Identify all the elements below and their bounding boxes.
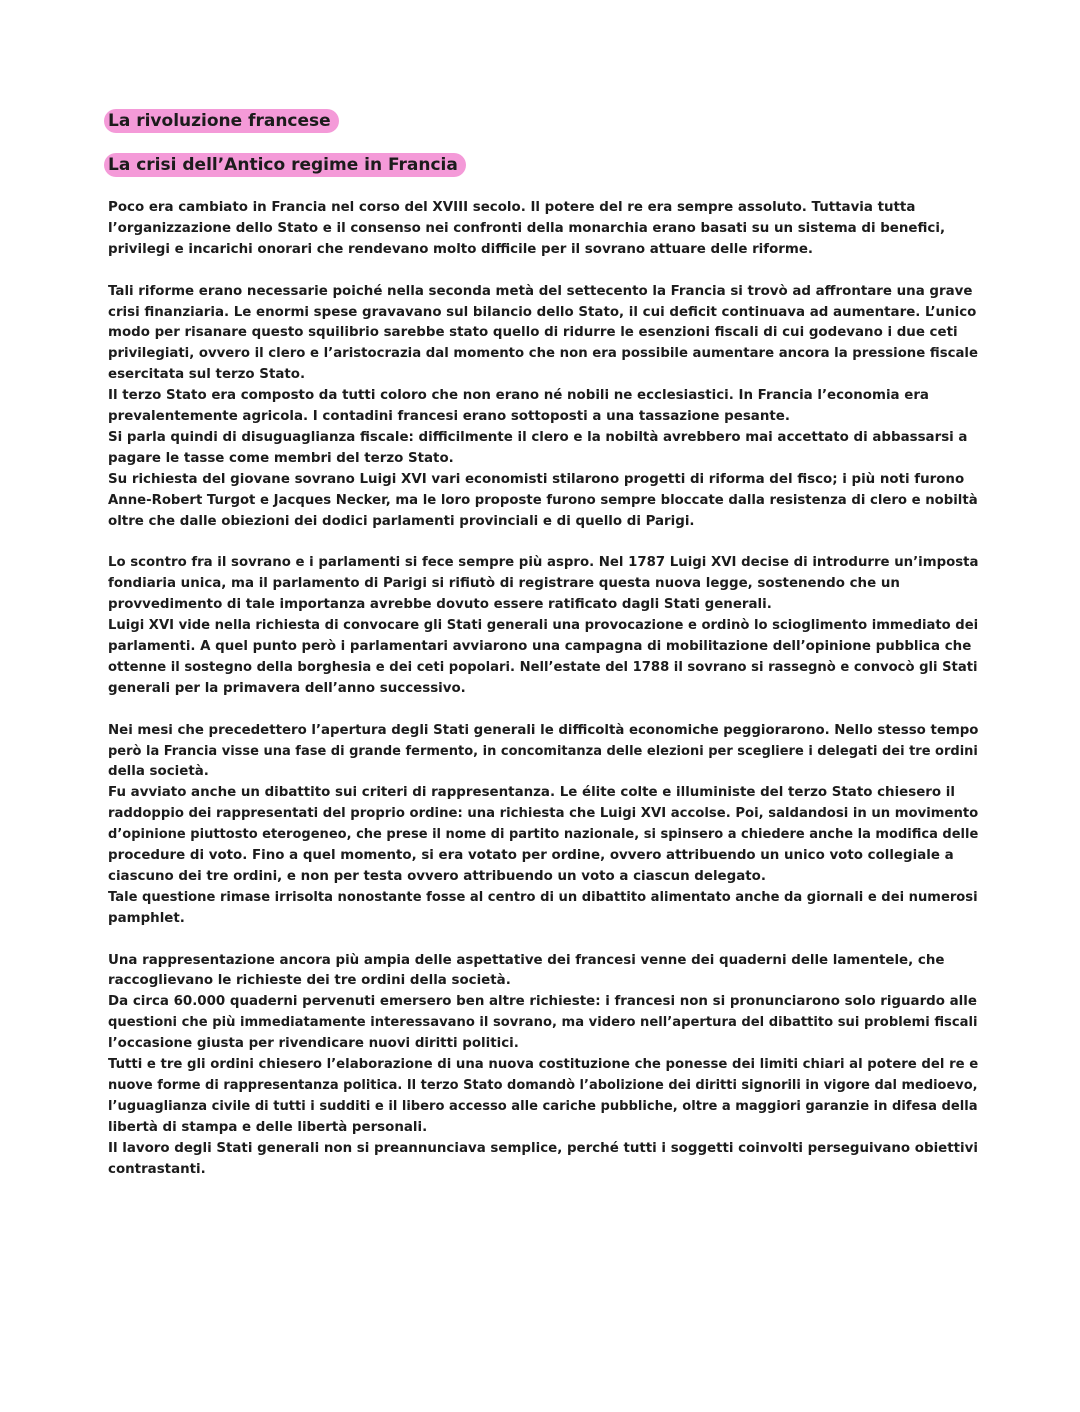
paragraph: [108, 553, 978, 699]
text-line: questioni che più immediatamente interessavano il sovrano, ma videro nell’apertura del dibattito sui problemi fiscali: [108, 1015, 978, 1031]
text-line: raddoppio dei rappresentati del proprio ordine: una richiesta che Luigi XVI accolse. Poi, saldandosi in un movimento: [108, 806, 979, 822]
text-line: Poco era cambiato in Francia nel corso del XVIII secolo. Il potere del re era sempre assoluto. Tuttavia tutta: [108, 200, 916, 215]
section-title: La crisi dell’Antico regime in Francia: [104, 153, 466, 177]
text-line: generali per la primavera dell’anno successivo.: [108, 680, 466, 696]
text-line: raccoglievano le richieste dei tre ordini della società.: [108, 973, 511, 989]
text-line: provvedimento di tale importanza avrebbe dovuto essere ratificato dagli Stati generali.: [108, 597, 772, 613]
text-line: esercitata sul terzo Stato.: [108, 367, 306, 383]
text-line: ottenne il sostegno della borghesia e dei ceti popolari. Nell’estate del 1788 il sovrano si rassegnò e convocò gli Stati: [108, 659, 978, 675]
text-line: Si parla quindi di disuguaglianza fiscale: difficilmente il clero e la nobiltà avrebbero mai accettato di abbassarsi a: [108, 429, 968, 445]
text-line: parlamenti. A quel punto però i parlamentari avviarono una campagna di mobilitazione dell’opinione pubblica che: [108, 639, 972, 654]
text-line: prevalentemente agricola. I contadini francesi erano sottoposti a una tassazione pesante.: [108, 409, 790, 425]
text-line: Il terzo Stato era composto da tutti coloro che non erano né nobili ne ecclesiastici. In Francia l’economia era: [108, 388, 929, 404]
text-line: Anne-Robert Turgot e Jacques Necker, ma le loro proposte furono sempre bloccate dalla resistenza di clero e nobiltà: [108, 492, 978, 508]
text-line: Luigi XVI vide nella richiesta di convocare gli Stati generali una provocazione e ordinò lo scioglimento immediato dei: [108, 618, 979, 634]
text-line: contrastanti.: [108, 1161, 206, 1177]
text-line: nuove forme di rappresentanza politica. Il terzo Stato domandò l’abolizione dei diritti signorili in vigore dal medioevo,: [108, 1078, 978, 1093]
text-line: Fu avviato anche un dibattito sui criteri di rappresentanza. Le élite colte e illuministe del terzo Stato chiesero il: [108, 785, 955, 801]
paragraph: [108, 198, 978, 261]
text-line: libertà di stampa e delle libertà personali.: [108, 1119, 428, 1135]
text-line: modo per risanare questo squilibrio sarebbe stato quello di ridurre le esenzioni fiscali di cui godevano i due ceti: [108, 325, 958, 341]
text-line: privilegiati, ovvero il clero e l’aristocrazia dal momento che non era possibile aumentare ancora la pressione fiscale: [108, 346, 978, 362]
text-line: Su richiesta del giovane sovrano Luigi XVI vari economisti stilarono progetti di riforma del fisco; i più noti furono: [108, 471, 965, 487]
text-line: privilegi e incarichi onorari che rendevano molto difficile per il sovrano attuare delle riforme.: [108, 241, 814, 257]
text-line: Tutti e tre gli ordini chiesero l’elaborazione di una nuova costituzione che ponesse dei limiti chiari al potere del re e: [108, 1057, 979, 1073]
text-line: oltre che dalle obiezioni dei dodici parlamenti provinciali e di quello di Parigi.: [108, 513, 695, 529]
text-line: Una rappresentazione ancora più ampia delle aspettative dei francesi venne dei quaderni delle lamentele, che: [108, 952, 945, 968]
text-line: Il lavoro degli Stati generali non si preannunciava semplice, perché tutti i soggetti coinvolti perseguivano obiettivi: [108, 1140, 978, 1156]
text-line: Nei mesi che precedettero l’apertura degli Stati generali le difficoltà economiche peggiorarono. Nello stesso tempo: [108, 722, 979, 738]
page-title: La rivoluzione francese: [104, 109, 339, 133]
paragraph: [108, 951, 978, 1181]
text-line: crisi finanziaria. Le enormi spese gravavano sul bilancio dello Stato, il cui deficit continuava ad aumentare. L’unico: [108, 304, 977, 320]
paragraph: [108, 721, 978, 930]
text-line: della società.: [108, 764, 209, 780]
text-line: pamphlet.: [108, 910, 185, 926]
text-line: l’occasione giusta per rivendicare nuovi diritti politici.: [108, 1036, 519, 1052]
text-line: però la Francia visse una fase di grande fermento, in concomitanza delle elezioni per scegliere i delegati dei tre ordini: [108, 743, 978, 759]
text-line: pagare le tasse come membri del terzo Stato.: [108, 450, 454, 466]
paragraph: [108, 282, 978, 533]
text-line: d’opinione piuttosto eterogeneo, che prese il nome di partito nazionale, si spinsero a chiedere anche la modifica delle: [108, 827, 979, 843]
text-line: procedure di voto. Fino a quel momento, si era votato per ordine, ovvero attribuendo un unico voto collegiale a: [108, 848, 954, 864]
document-body: [108, 198, 978, 1201]
text-line: Lo scontro fra il sovrano e i parlamenti si fece sempre più aspro. Nel 1787 Luigi XVI decise di introdurre un’imposta: [108, 555, 979, 571]
text-line: ciascuno dei tre ordini, e non per testa ovvero attribuendo un voto a ciascun delegato.: [108, 868, 766, 884]
text-line: Tale questione rimase irrisolta nonostante fosse al centro di un dibattito alimentato anche da giornali e dei numerosi: [108, 889, 978, 905]
text-line: l’uguaglianza civile di tutti i sudditi e il libero accesso alle cariche pubbliche, oltre a maggiori garanzie in difesa della: [108, 1098, 978, 1114]
text-line: Da circa 60.000 quaderni pervenuti emersero ben altre richieste: i francesi non si pronunciarono solo riguardo alle: [108, 994, 977, 1010]
text-line: l’organizzazione dello Stato e il consenso nei confronti della monarchia erano basati su un sistema di benefici,: [108, 220, 946, 236]
text-line: Tali riforme erano necessarie poiché nella seconda metà del settecento la Francia si trovò ad affrontare una grave: [108, 283, 973, 299]
text-line: fondiaria unica, ma il parlamento di Parigi si rifiutò di registrare questa nuova legge, sostenendo che un: [108, 576, 900, 592]
